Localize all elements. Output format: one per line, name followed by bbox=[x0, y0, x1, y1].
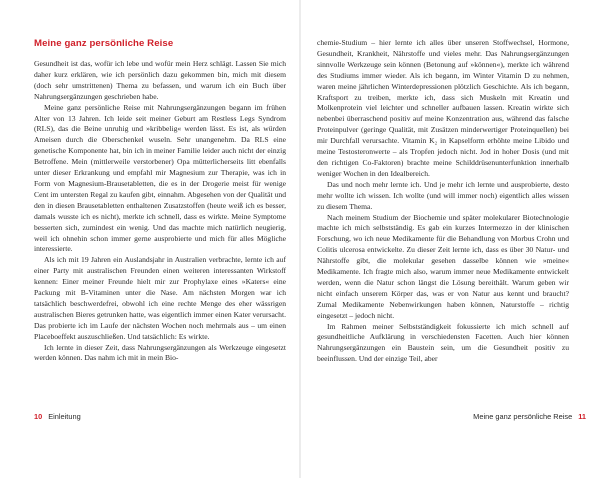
page-number-left: 10 bbox=[34, 412, 43, 421]
section-title: Meine ganz persönliche Reise bbox=[34, 38, 174, 49]
left-paragraph-4: Ich lernte in dieser Zeit, dass Nahrungsergänzungen als Werkzeuge eingesetzt werden können. Das nahm ich mit in mein Bio- bbox=[34, 342, 286, 363]
right-footer bbox=[473, 412, 586, 421]
right-text-column bbox=[317, 38, 569, 365]
left-text-column bbox=[34, 38, 286, 364]
running-head-right: Meine ganz persönliche Reise bbox=[473, 412, 573, 421]
running-head-left: Einleitung bbox=[48, 412, 81, 421]
right-page bbox=[301, 0, 600, 478]
page-number-right: 11 bbox=[578, 412, 586, 421]
left-paragraph-3: Als ich mit 19 Jahren ein Auslandsjahr in Australien verbrachte, lernte ich auf einer Party mit australischen Freunden einen weiteren interessanten Wirkstoff kennen: Einer meiner Freunde hielt mir zur Prophylaxe eines »Katers« eine Packung mit B-Vitaminen unter die Nase. Am nächsten Morgen war ich tatsächlich beschwerdefrei, obwohl ich eine rechte Menge des eher wässrigen australischen Bieres getrunken hatte, was eigentlich immer einen Kater verursacht. Das probierte ich im Laufe der nächsten Wochen noch mehrmals aus – um einen Placeboeffekt auszuschließen. Und tatsächlich: Es wirkte. bbox=[34, 255, 286, 341]
left-paragraph-1: Gesundheit ist das, wofür ich lebe und wofür mein Herz schlägt. Lassen Sie mich daher kurz erklären, wie ich persönlich dazu gekommen bin, mich mit diesem (doch sehr umstrittenen) Thema zu befassen, und warum ich ein Buch über Nahrungsergänzungen geschrieben habe. bbox=[34, 59, 286, 101]
right-paragraph-3: Nach meinem Studium der Biochemie und später molekularer Biotechnologie machte ich mich selbstständig. Es gab ein kurzes Intermezzo in der klinischen Forschung, wo ich neue Medikamente für die Behandlung von Morbus Crohn und Colitis ulcerosa entwickelte. Zu dieser Zeit lernte ich, dass es über 30 Natur- und Nährstoffe gibt, die molekular gesehen dasselbe können wie »meine« Medikamente. Ich fragte mich also, warum immer neue Medikamente entwickelt werden, wenn die Natur schon längst die Lösung bereithält. Warum geben wir nicht einfach unserem Körper das, was er von Natur aus kennt und braucht? Zumal Medikamente Nebenwirkungen haben können, Naturstoffe – richtig eingesetzt – jedoch nicht. bbox=[317, 212, 569, 320]
left-footer bbox=[34, 412, 81, 421]
left-paragraph-2: Meine ganz persönliche Reise mit Nahrungsergänzungen begann im frühen Alter von 13 Jahren. Ich leide seit meiner Geburt am Restless Legs Syndrom (RLS), das die Beine unruhig und »kribbelig« werden lässt. Es ist, als würden Ameisen durch die Oberschenkel wuseln. Sehr unangenehm. Da RLS eine genetische Komponente hat, bin ich in meiner Familie leider auch nicht der einzig Betroffene. Mein (mittlerweile verstorbener) Opa mütterlicherseits litt ebenfalls unter dieser Erkrankung und empfahl mir Magnesium zur Therapie, was ich in Form von Magnesium-Brausetabletten, die es in der Drogerie meist für wenige Cent im untersten Regal zu kaufen gibt, einnahm. Abgesehen von der Qualität und den in diesen Brausetabletten enthaltenen Zusatzstoffen (heute weiß ich es besser, damals wusste ich es nicht), merkte ich schnell, dass es wirkte. Meine Symptome besserten sich, zumindest ein wenig. Und das machte mich natürlich neugierig, weil ich ohnehin schon immer gerne ausprobierte und mich für alles Mögliche interessierte. bbox=[34, 102, 286, 254]
left-page bbox=[0, 0, 299, 478]
right-paragraph-1: chemie-Studium – hier lernte ich alles über unseren Stoffwechsel, Hormone, Gesundheit, Krankheit, Nährstoffe und vieles mehr. Das Nahrungsergänzungen sinnvolle Werkzeuge sein können (Betonung auf »können«), merkte ich während des Studiums immer wieder. Als ich begann, im Winter Vitamin D zu nehmen, waren meine jährlichen Winterdepressionen plötzlich Geschichte. Als ich begann, Kraftsport zu treiben, merkte ich, dass sich Muskeln mit Kreatin und Molkenprotein viel leichter und schneller aufbauen lassen. Kreatin wirkte sich nebenbei überraschend positiv auf meine Konzentration aus, während das falsche Proteinpulver (geringe Qualität, mit Zusätzen minderwertiger Proteinquellen) bei mir Durchfall verursachte. Vitamin K₂ in Kapselform erhöhte meine Libido und meine Testosteronwerte – als Tropfen jedoch nicht. Jod in hoher Dosis (und mit den richtigen Co-Faktoren) brachte meine Schilddrüsenunterfunktion innerhalb weniger Wochen in den Idealbereich. bbox=[317, 38, 569, 178]
right-paragraph-4: Im Rahmen meiner Selbstständigkeit fokussierte ich mich schnell auf gesundheitliche Aufklärung in verschiedensten Facetten. Auch hier können Nahrungsergänzungen ein Baustein sein, um die Gesundheit positiv zu beeinflussen. Und der einzige Teil, aber bbox=[317, 321, 569, 364]
right-paragraph-2: Das und noch mehr lernte ich. Und je mehr ich lernte und ausprobierte, desto mehr wollte ich wissen. Ich wollte (und will immer noch) eigentlich alles wissen zu diesem Thema. bbox=[317, 179, 569, 211]
